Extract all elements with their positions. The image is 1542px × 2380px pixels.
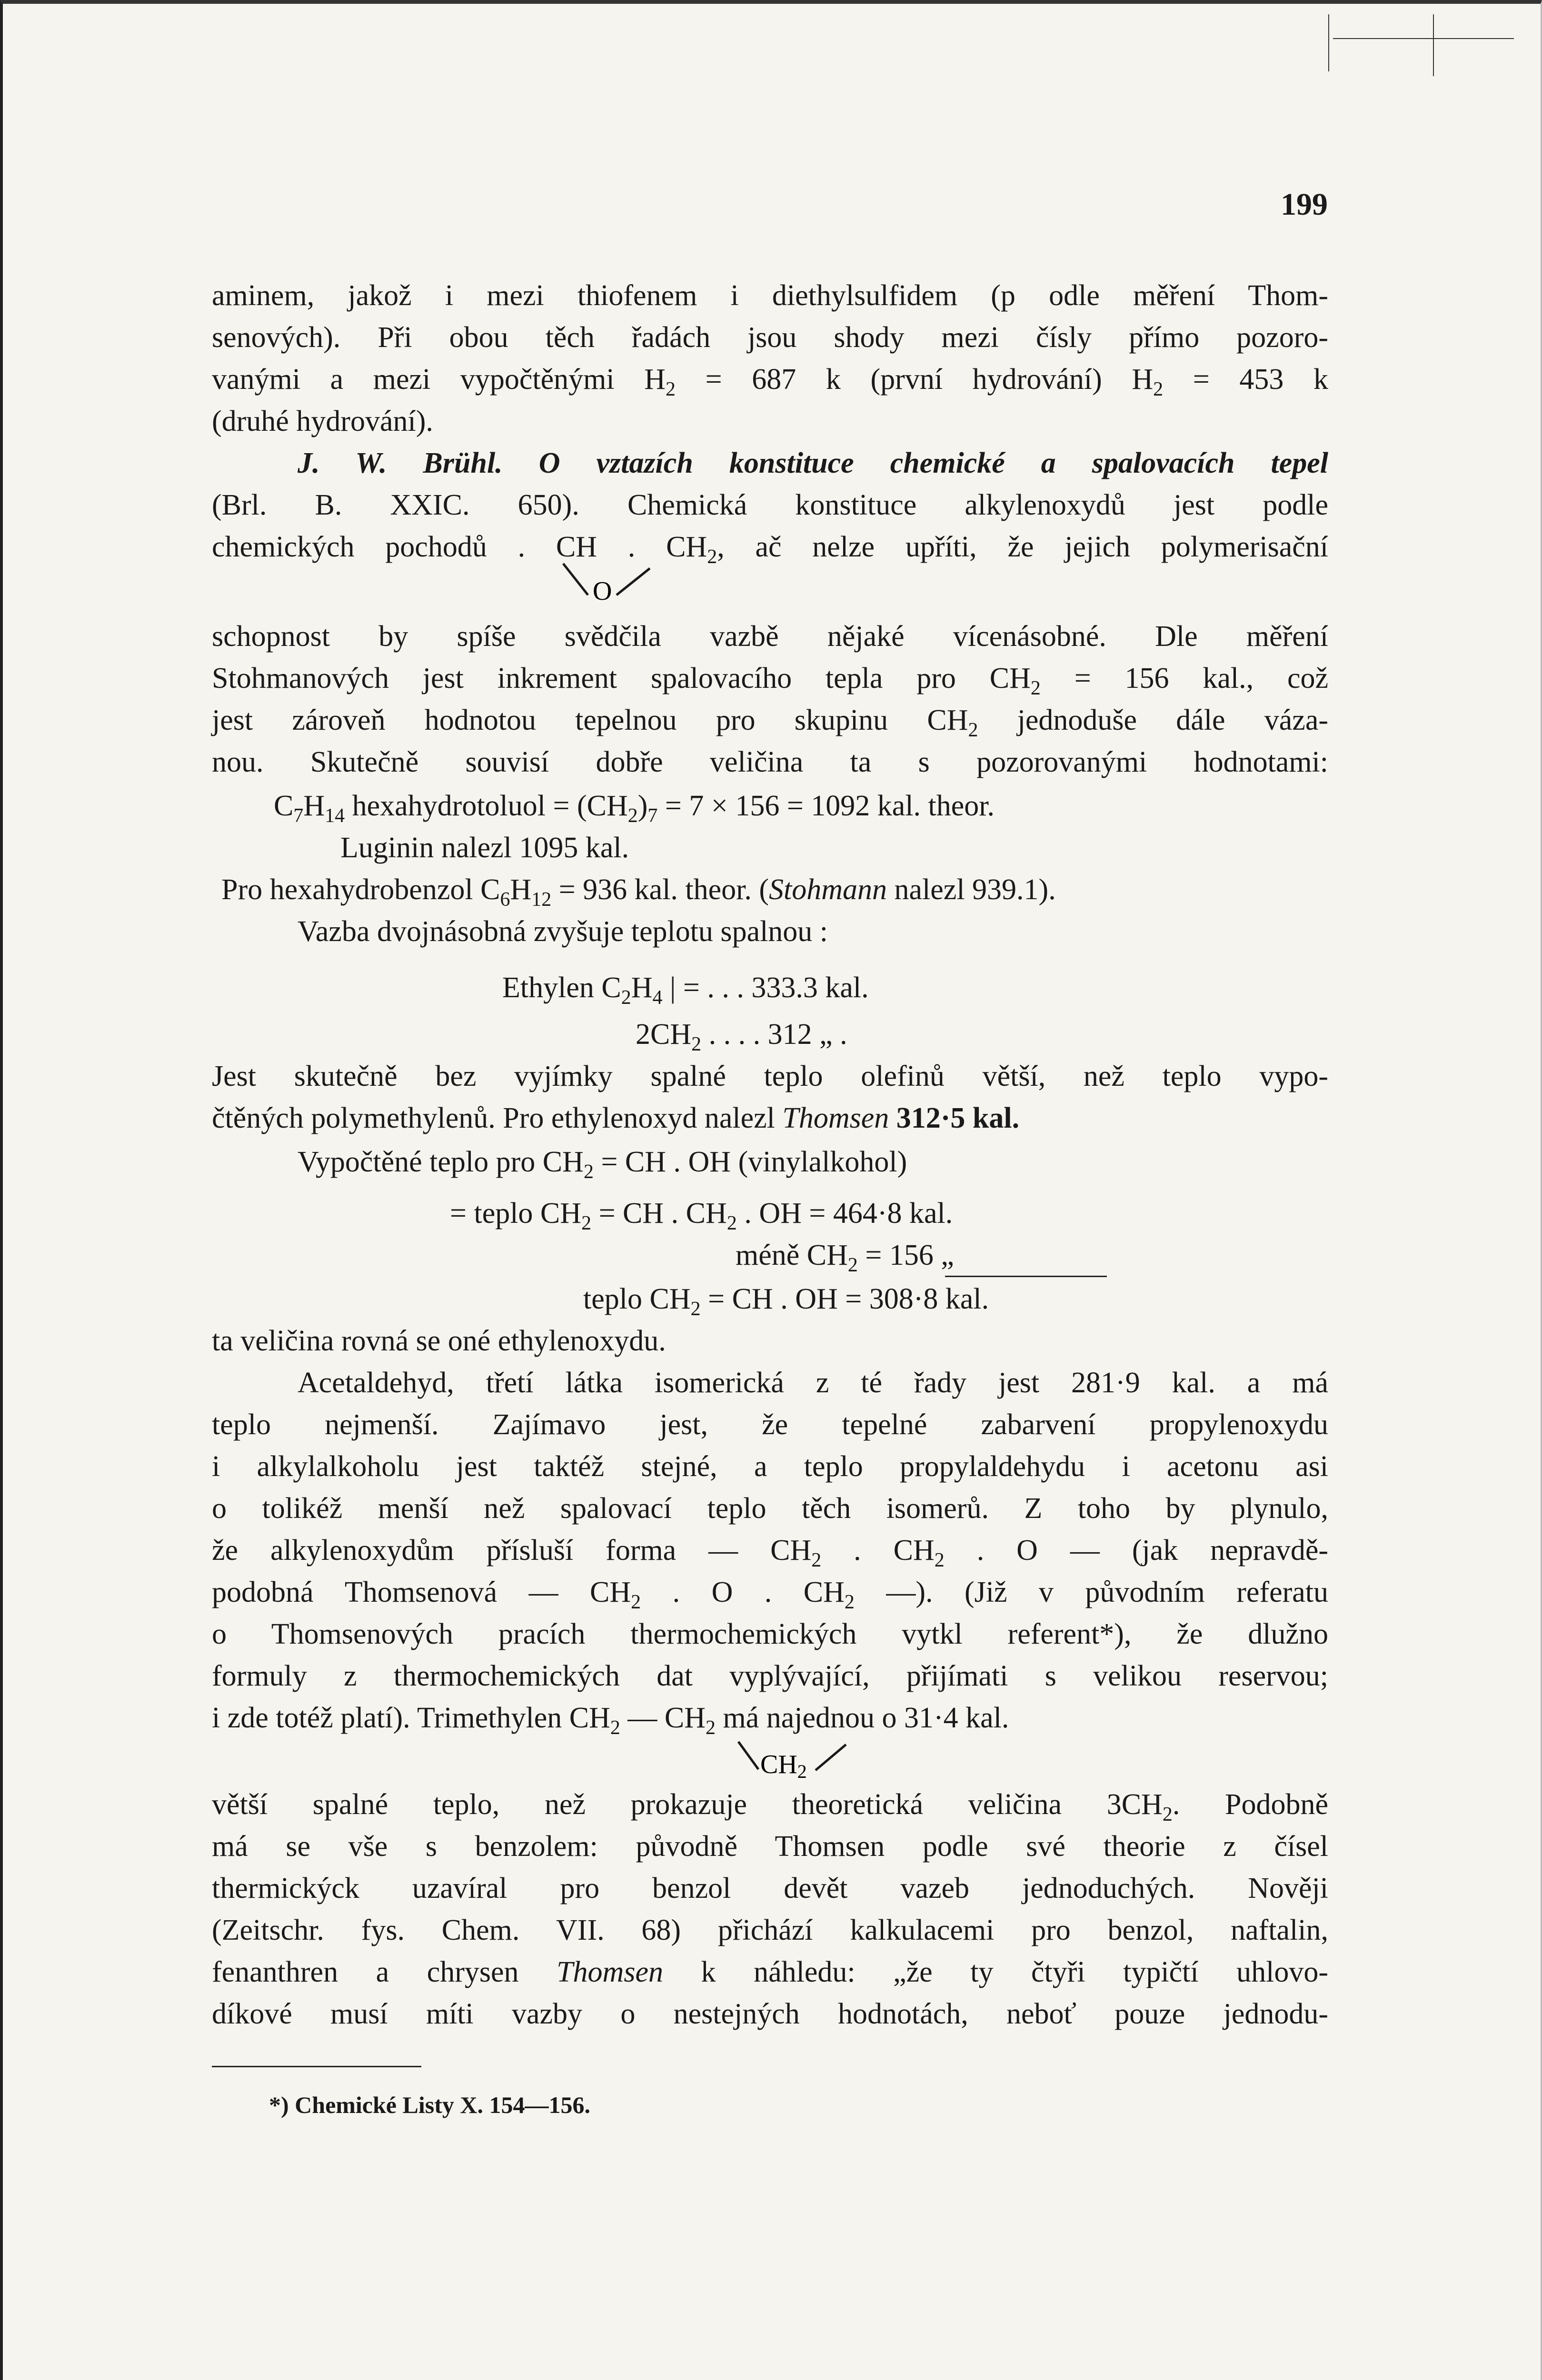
text-line: senových). Při obou těch řadách jsou shody mezi čísly přímo pozoro-: [212, 321, 1328, 354]
text-line: větší spalné teplo, než prokazuje theoretická veličina $3CH_2$. Podobně: [212, 1788, 1329, 1825]
text-line: čtěných polymethylenů. Pro ethylenoxyd nalezl Thomsen 312·5 kal.: [212, 1102, 1020, 1134]
text-line: fenanthren a chrysen Thomsen k náhledu: „že ty čtyři typičtí uhlovo-: [212, 1956, 1328, 1988]
text-line: nou. Skutečně souvisí dobře veličina ta s pozorovanými hodnotami:: [212, 746, 1328, 778]
text-line: o Thomsenových pracích thermochemických vytkl referent*), že dlužno: [212, 1618, 1328, 1650]
text-line: i zde totéž platí). Trimethylen $CH_2$ — $CH_2$ má najednou o 31·4 kal.: [212, 1702, 1009, 1739]
sum-rule: [945, 1276, 1107, 1277]
text-line: Vazba dvojnásobná zvyšuje teplotu spalnou :: [298, 915, 828, 948]
formula-line: Pro hexahydrobenzol $C_6H_{12} = 936$ kal. theor. (Stohmann nalezl 939.1).: [221, 873, 1056, 911]
formula-line: teplo $CH_2$ = CH . OH = 308·8 kal.: [583, 1283, 989, 1320]
formula-line: $C_7H_{14}$ hexahydrotoluol = $(CH_2)_7 = 7 \times 156 = 1092$ kal. theor.: [274, 790, 995, 827]
methylene-label: CH2: [760, 1750, 807, 1782]
text-line: aminem, jakož i mezi thiofenem i diethylsulfidem (p odle měření Thom-: [212, 279, 1328, 312]
text-line: formuly z thermochemických dat vyplývající, přijímati s velikou reservou;: [212, 1660, 1328, 1692]
methylene-bridge-diagram: [736, 1740, 850, 1783]
formula-line: Ethylen $C_2H_4$ | = . . . 333.3 kal.: [502, 972, 869, 1009]
scan-mark: [1328, 14, 1329, 71]
citation-heading: J. W. Brühl. O vztazích konstituce chemické a spalovacích tepel: [298, 447, 1328, 479]
text-line: Acetaldehyd, třetí látka isomerická z té řady jest 281·9 kal. a má: [298, 1367, 1328, 1399]
text-line: i alkylalkoholu jest taktéž stejné, a teplo propylaldehydu i acetonu asi: [212, 1450, 1328, 1483]
text-line: jest zároveň hodnotou tepelnou pro skupinu $CH_2$ jednoduše dále váza-: [212, 704, 1328, 741]
formula-line: méně $CH_2 = 156$ „: [736, 1239, 954, 1276]
page-number: 199: [1281, 187, 1328, 222]
oxygen-label: O: [593, 576, 612, 606]
footnote-rule: [212, 2066, 421, 2067]
text-line: thermickýck uzavíral pro benzol devět vazeb jednoduchých. Nověji: [212, 1872, 1328, 1904]
text-line: ta veličina rovná se oné ethylenoxydu.: [212, 1325, 666, 1357]
text-line: (Brl. B. XXIC. 650). Chemická konstituce alkylenoxydů jest podle: [212, 489, 1328, 521]
text-line: Stohmanových jest inkrement spalovacího tepla pro $CH_2 = 156$ kal., což: [212, 662, 1329, 699]
text-line: schopnost by spíše svědčila vazbě nějaké vícenásobné. Dle měření: [212, 620, 1328, 653]
text-line: (Zeitschr. fys. Chem. VII. 68) přichází kalkulacemi pro benzol, naftalin,: [212, 1914, 1328, 1946]
text-line: teplo nejmenší. Zajímavo jest, že tepelné zabarvení propylenoxydu: [212, 1408, 1328, 1441]
text-line: díkové musí míti vazby o nestejných hodnotách, neboť pouze jednodu-: [212, 1998, 1328, 2030]
text-line: podobná Thomsenová — $CH_2$ . O . $CH_2$ —). (Již v původním referatu: [212, 1576, 1328, 1613]
text-line: vanými a mezi vypočtěnými $H_2 = 687$ k (první hydrování) $H_2 = 453$ k: [212, 363, 1329, 400]
formula-line: = teplo $CH_2$ = CH . $CH_2$ . OH = 464·8 kal.: [450, 1197, 953, 1234]
formula-line: $2CH_2$ . . . . 312 „ .: [636, 1018, 847, 1055]
text-line: Luginin nalezl 1095 kal.: [340, 832, 629, 864]
text-line: o tolikéž menší než spalovací teplo těch isomerů. Z toho by plynulo,: [212, 1492, 1328, 1525]
text-line: Jest skutečně bez vyjímky spalné teplo olefinů větší, než teplo vypo-: [212, 1060, 1328, 1092]
text-line: (druhé hydrování).: [212, 405, 433, 437]
text-line: má se vše s benzolem: původně Thomsen podle své theorie z čísel: [212, 1830, 1328, 1863]
scan-mark: [1333, 38, 1514, 39]
text-line: chemických pochodů . CH . $CH_2$, ač nelze upříti, že jejich polymerisační: [212, 531, 1328, 568]
text-line: že alkylenoxydům přísluší forma — $CH_2$ . $CH_2$ . O — (jak nepravdě-: [212, 1534, 1329, 1571]
formula-line: Vypočtěné teplo pro $CH_2$ = CH . OH (vinylalkohol): [298, 1146, 907, 1183]
footnote: *) Chemické Listy X. 154—156.: [269, 2092, 590, 2118]
oxygen-bridge-diagram: [559, 562, 655, 609]
scan-mark: [1433, 14, 1434, 76]
